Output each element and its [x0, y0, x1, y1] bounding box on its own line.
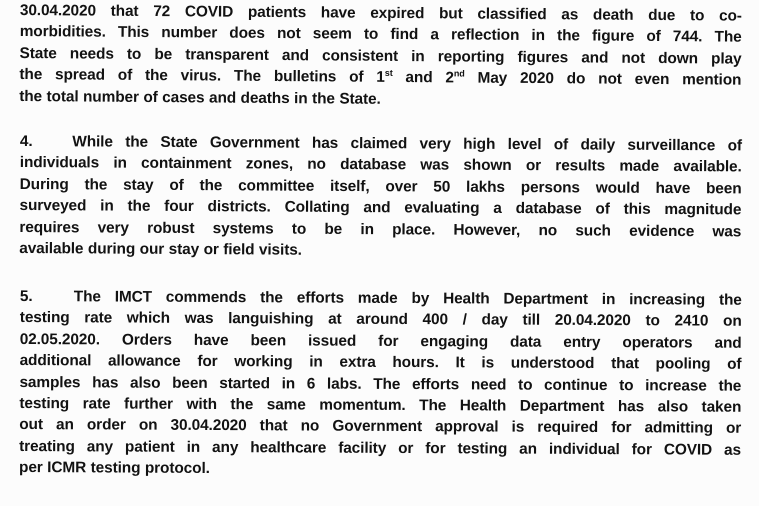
- text-line: out an order on 30.04.2020 that no Government approval is required for admitting or: [19, 416, 742, 438]
- paragraph-4: [19, 131, 742, 264]
- text-line: surveyed in the four districts. Collating and evaluating a database of this magnitude: [19, 197, 742, 219]
- text-line: 02.05.2020. Orders have been issued for engaging data entry operators and: [19, 330, 742, 352]
- text-line: samples has also been started in 6 labs. The efforts need to continue to increase the: [19, 373, 742, 395]
- text-line: individuals in containment zones, no database was shown or results made available.: [19, 154, 742, 176]
- text-line: available during our stay or field visits.: [19, 239, 302, 259]
- text-line: 5. The IMCT commends the efforts made by Health Department in increasing the: [19, 287, 742, 309]
- text-line: testing rate which was languishing at around 400 / day till 20.04.2020 to 2410 on: [19, 309, 742, 331]
- text-line: State needs to be transparent and consistent in reporting figures and not down play: [19, 44, 742, 68]
- text-line: testing rate further with the same momentum. The Health Department has also taken: [19, 394, 742, 416]
- text-line: the spread of the virus. The bulletins of 1st and 2nd May 2020 do not even mention: [19, 66, 742, 89]
- text-line: per ICMR testing protocol.: [19, 459, 210, 478]
- paragraph-continued: [19, 0, 742, 113]
- text-line: 4. While the State Government has claimed very high level of daily surveillance of: [19, 132, 742, 155]
- text-line: During the stay of the committee itself, over 50 lakhs persons would have been: [19, 175, 742, 198]
- text-line: requires very robust systems to be in place. However, no such evidence was: [19, 218, 742, 240]
- paragraph-5: [19, 286, 742, 482]
- text-line: additional allowance for working in extra hours. It is understood that pooling of: [19, 352, 742, 373]
- paragraph-number: 4.: [19, 132, 33, 151]
- text-line: treating any patient in any healthcare facility or for testing an individual for COVID as: [19, 437, 742, 459]
- text-line: morbidities. This number does not seem to find a reflection in the figure of 744. The: [19, 23, 742, 47]
- text-line: the total number of cases and deaths in the State.: [19, 87, 381, 108]
- paragraph-number: 5.: [19, 287, 33, 306]
- text-line: 30.04.2020 that 72 COVID patients have expired but classified as death due to co-: [19, 1, 742, 25]
